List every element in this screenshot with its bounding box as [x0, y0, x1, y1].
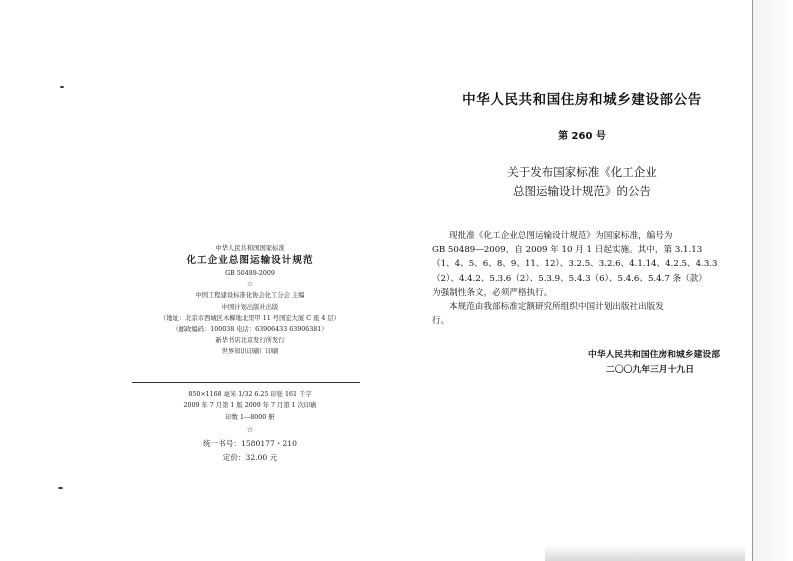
announcement-subject	[432, 163, 732, 201]
subject-line: 关于发布国家标准《化工企业	[507, 165, 657, 179]
standard-series: 中华人民共和国国家标准	[215, 245, 285, 252]
print-run: 印数 1—8000 册	[225, 413, 275, 421]
page-edge-shadow	[753, 0, 793, 561]
colophon-divider	[132, 382, 360, 383]
body-line: 为强制性条文，必须严格执行。	[432, 287, 553, 298]
body-line: 本规范由我部标准定额研究所组织中国计划出版社出版发	[449, 302, 664, 313]
issuing-authority: 中华人民共和国住房和城乡建设部	[588, 350, 720, 360]
standard-code: GB 50489-2009	[225, 270, 275, 278]
body-line: （2）、4.4.2、5.3.6（2）、5.3.9、5.4.3（6）、5.4.6、5.4.7 条（款）	[432, 273, 707, 284]
announcement-heading: 中华人民共和国住房和城乡建设部公告	[462, 92, 702, 108]
paragraph-publication	[432, 300, 714, 314]
standard-title: 化工企业总图运输设计规范	[186, 255, 314, 267]
chief-editor: 中国工程建设标准化协会化工分会 主编	[195, 292, 305, 300]
body-line: GB 50489—2009，自 2009 年 10 月 1 日起实施。其中，第 3.1.13	[432, 245, 703, 256]
signature-block	[510, 348, 720, 378]
publisher-contact: （邮政编码：100038 电话：63906433 63906381）	[172, 326, 328, 334]
body-line: （1、4、5、6、8、9、11、12）、3.2.5、3.2.6、4.1.14、4.2.5、4.3.3	[432, 259, 718, 270]
format-info: 850×1168 毫米 1/32 6.25 印张 161 千字	[188, 391, 312, 398]
printer: 世界知识印刷厂印刷	[221, 348, 279, 356]
star-separator: ☆	[246, 280, 254, 289]
body-line: 现批准《化工企业总图运输设计规范》为国家标准，编号为	[449, 231, 673, 241]
publisher-address: （地址：北京市西城区木樨地北里甲 11 号国宏大厦 C 座 4 层）	[160, 314, 340, 322]
scan-shadow	[545, 545, 745, 561]
issue-date: 二〇〇九年三月十九日	[606, 365, 694, 375]
star-separator: ☆	[246, 424, 254, 434]
edition-info: 2009 年 7 月第 1 版 2009 年 7 月第 1 次印刷	[183, 402, 317, 410]
subject-line: 总图运输设计规范》的公告	[513, 184, 651, 198]
page-fold-line	[752, 0, 753, 561]
body-line: 行。	[432, 316, 450, 327]
book-number: 统一书号：1580177・210	[203, 438, 297, 448]
announcement-number: 第 260 号	[558, 131, 606, 142]
announcement-body	[432, 229, 718, 328]
price: 定价：32.00 元	[222, 452, 278, 462]
scan-speck	[60, 86, 64, 88]
colophon	[100, 243, 400, 358]
distributor: 新华书店北京发行所发行	[215, 337, 285, 345]
paragraph-approval	[432, 229, 714, 243]
scan-speck	[58, 487, 63, 489]
print-specs	[100, 389, 400, 465]
publisher: 中国计划出版社出版	[221, 303, 279, 311]
